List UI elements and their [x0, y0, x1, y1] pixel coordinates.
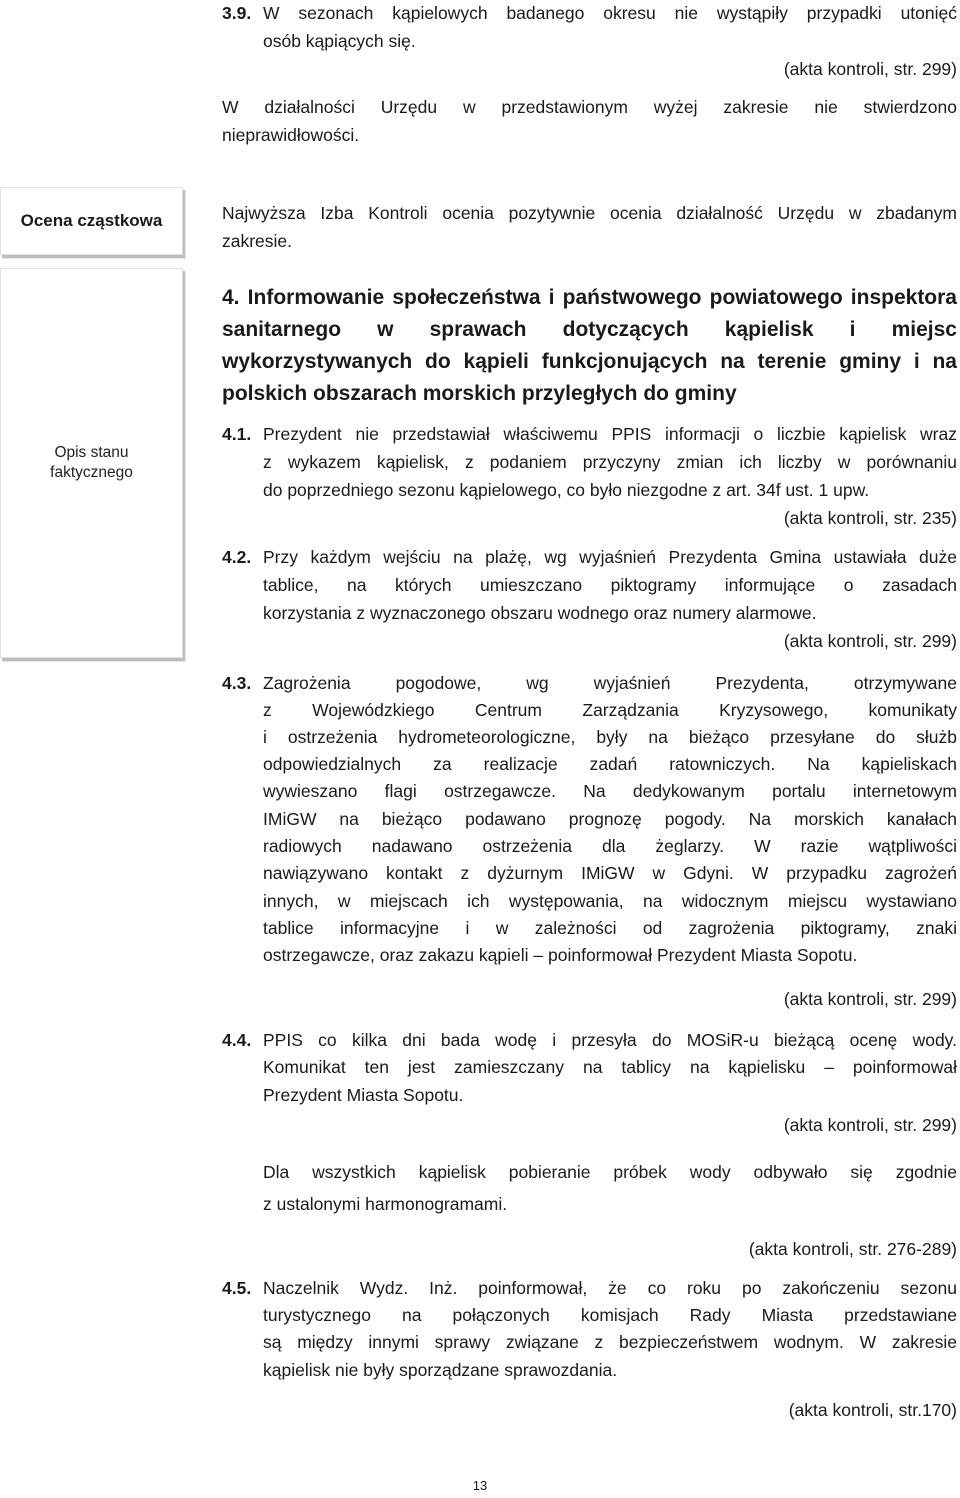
- reference: (akta kontroli, str.170): [788, 1400, 957, 1420]
- side-label-text: faktycznego: [50, 464, 133, 481]
- section-text-line: korzystania z wyznaczonego obszaru wodnego oraz numery alarmowe.: [263, 603, 817, 623]
- reference: (akta kontroli, str. 299): [783, 59, 957, 79]
- section-text-line: kąpielisk nie były sporządzane sprawozdania.: [263, 1360, 618, 1380]
- section-text-line: osób kąpiących się.: [263, 31, 416, 51]
- section-text-line: Prezydent nie przedstawiał właściwemu PPIS informacji o liczbie kąpielisk wraz: [263, 424, 957, 444]
- section-text-line: IMiGW na bieżąco podawano prognozę pogody. Na morskich kanałach: [263, 809, 957, 829]
- section-text-line: innych, w miejscach ich występowania, na widocznym miejscu wystawiano: [263, 891, 957, 911]
- section-text-line: Przy każdym wejściu na plażę, wg wyjaśnień Prezydenta Gmina ustawiała duże: [263, 547, 957, 567]
- section-number: 3.9.: [222, 3, 252, 23]
- section-text-line: Zagrożenia pogodowe, wg wyjaśnień Prezydenta, otrzymywane: [263, 673, 957, 693]
- paragraph-line: z ustalonymi harmonogramami.: [263, 1194, 508, 1214]
- section-text-line: radiowych nadawano ostrzeżenia dla żeglarzy. W razie wątpliwości: [263, 836, 957, 856]
- section-text-line: W sezonach kąpielowych badanego okresu nie wystąpiły przypadki utonięć: [263, 3, 957, 23]
- ocena-czastkowa-label: [0, 187, 183, 255]
- section-text-line: wywieszano flagi ostrzegawcze. Na dedykowanym portalu internetowym: [263, 781, 957, 801]
- section-text-line: z wykazem kąpielisk, z podaniem przyczyny zmian ich liczby w porównaniu: [263, 452, 957, 472]
- section-text-line: są między innymi sprawy związane z bezpieczeństwem wodnym. W zakresie: [263, 1332, 957, 1352]
- reference: (akta kontroli, str. 299): [783, 1115, 957, 1135]
- section-text-line: Prezydent Miasta Sopotu.: [263, 1085, 464, 1105]
- assessment-line: zakresie.: [222, 231, 293, 251]
- section-text-line: Naczelnik Wydz. Inż. poinformował, że co roku po zakończeniu sezonu: [263, 1278, 957, 1298]
- section-text-line: turystycznego na połączonych komisjach Rady Miasta przedstawiane: [263, 1305, 957, 1325]
- section-text-line: nawiązywano kontakt z dyżurnym IMiGW w Gdyni. W przypadku zagrożeń: [263, 863, 957, 883]
- reference: (akta kontroli, str. 276-289): [748, 1239, 957, 1259]
- paragraph-line: nieprawidłowości.: [222, 125, 360, 145]
- reference: (akta kontroli, str. 299): [783, 989, 957, 1009]
- section-number: 4.5.: [222, 1278, 252, 1298]
- section-text-line: PPIS co kilka dni bada wodę i przesyła do MOSiR-u bieżącą ocenę wody.: [263, 1030, 957, 1050]
- section-number: 4.4.: [222, 1030, 252, 1050]
- opis-stanu-faktycznego-label: [0, 268, 183, 658]
- section-text-line: i ostrzeżenia hydrometeorologiczne, były na bieżąco przesyłane do służb: [263, 727, 957, 747]
- section-text-line: tablice, na których umieszczano piktogramy informujące o zasadach: [263, 575, 957, 595]
- section-text-line: tablice informacyjne i w zależności od zagrożenia piktogramy, znaki: [263, 918, 957, 938]
- paragraph-line: Dla wszystkich kąpielisk pobieranie próbek wody odbywało się zgodnie: [263, 1162, 957, 1182]
- section-heading: 4. Informowanie społeczeństwa i państwowego powiatowego inspektora sanitarnego w sprawach dotyczących kąpielisk i miejsc wykorzystywanych do kąpieli funkcjonujących na terenie gminy i na polskich obszarach morskich przyległych do gminy: [222, 286, 957, 405]
- page-number: 13: [472, 1478, 488, 1493]
- reference: (akta kontroli, str. 299): [783, 631, 957, 651]
- section-text-line: odpowiedzialnych za realizacje zadań ratowniczych. Na kąpieliskach: [263, 754, 957, 774]
- assessment-line: Najwyższa Izba Kontroli ocenia pozytywnie ocenia działalność Urzędu w zbadanym: [222, 203, 957, 223]
- section-number: 4.1.: [222, 424, 252, 444]
- paragraph-line: W działalności Urzędu w przedstawionym wyżej zakresie nie stwierdzono: [222, 97, 957, 117]
- side-label-text: Ocena cząstkowa: [20, 211, 163, 230]
- section-text-line: Komunikat ten jest zamieszczany na tablicy na kąpielisku – poinformował: [263, 1057, 957, 1077]
- section-number: 4.2.: [222, 547, 252, 567]
- section-number: 4.3.: [222, 673, 252, 693]
- reference: (akta kontroli, str. 235): [783, 508, 957, 528]
- section-text-line: ostrzegawcze, oraz zakazu kąpieli – poinformował Prezydent Miasta Sopotu.: [263, 945, 858, 965]
- side-label-text: Opis stanu: [54, 444, 129, 461]
- section-text-line: do poprzedniego sezonu kąpielowego, co było niezgodne z art. 34f ust. 1 upw.: [263, 480, 870, 500]
- section-text-line: z Wojewódzkiego Centrum Zarządzania Kryzysowego, komunikaty: [263, 700, 957, 720]
